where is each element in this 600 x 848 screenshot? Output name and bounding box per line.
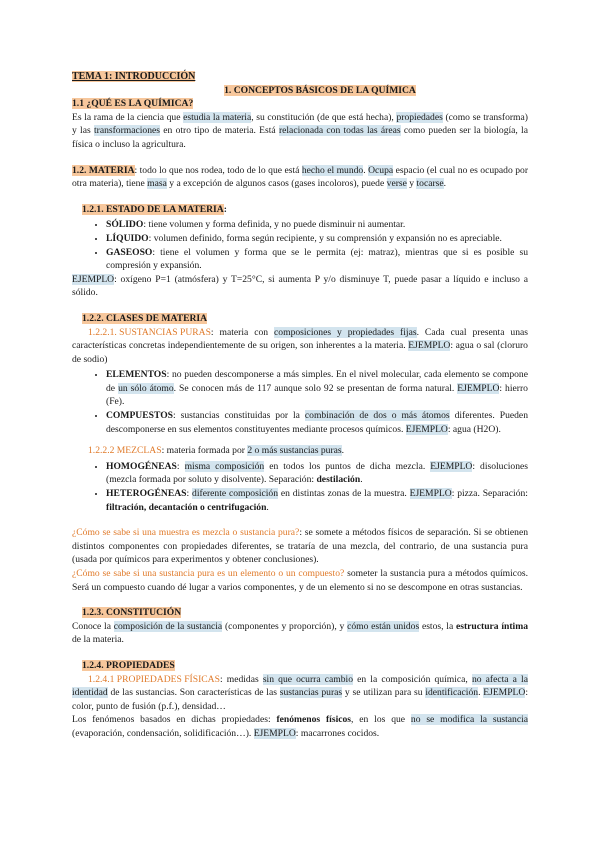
list-item [106,460,528,487]
mixtures-list [72,460,528,514]
list-item [106,487,528,514]
text-span: ¿Cómo se sabe si una sustancia pura es un elemento o un compuesto? [72,568,345,579]
paragraph-1-1 [72,111,528,152]
text-span: espacio (el cual no es ocupado por otra materia), tiene [72,164,529,190]
heading-1-2-4 [82,659,528,673]
text-span: , su constitución (de que está hecha), [251,111,397,123]
text-span: : no pueden descomponerse a más simples. En el nivel molecular, cada elemento se compone de [106,369,528,394]
text-span: : tiene volumen y forma definida, y no puede disminuir ni aumentar. [143,219,406,231]
text-span: 1.2.2. CLASES DE MATERIA [82,312,208,324]
text-span: en todos los puntos de dicha mezcla. [264,460,431,472]
text-span: : [186,488,193,500]
text-span: : macarrones cocidos. [295,727,380,739]
text-span: transformaciones [93,125,161,137]
list-item [106,232,528,246]
text-span: 2 o más sustancias puras [247,445,342,457]
text-span: . [443,178,447,190]
heading-1-1 [72,97,528,111]
list-item [106,368,528,409]
text-span: propiedades [396,111,443,123]
text-span: estructura íntima [455,620,528,632]
text-span: Ocupa [368,164,394,176]
text-span: 1. CONCEPTOS BÁSICOS DE LA QUÍMICA [224,84,416,96]
text-span: . [363,164,369,176]
text-span: : sustancias constituidas por la [173,410,305,422]
list-item [106,218,528,232]
text-span: tocarse [416,178,444,190]
list-item [106,409,528,436]
text-span: 1.2.2.2 MEZCLAS [88,445,162,457]
text-span: . [341,445,345,457]
text-span: y se utilizan para su [342,687,426,699]
text-span: de las sustancias. Son características de las [107,687,280,699]
text-span: HETEROGÉNEAS [106,488,187,500]
text-span: EJEMPLO [408,340,451,352]
text-span: LÍQUIDO [106,232,149,244]
text-span: : tiene el volumen y forma que se le permita (ej: matraz), mientras que si es posible su compresión y expansión. [106,246,528,272]
text-span: : materia formada por [161,445,248,457]
text-span: destilación [316,474,361,486]
text-span: . [478,687,484,699]
text-span: como pueden ser la biología, la física o incluso la agricultura. [72,125,528,150]
text-span: : hierro (Fe). [106,382,528,408]
text-span: 1.2.3. CONSTITUCIÓN [82,607,182,619]
heading-1-2-2 [82,312,528,326]
example-states [72,273,528,300]
text-span: EJEMPLO [405,423,448,435]
text-span: un sólo átomo [118,382,174,394]
text-span: filtración, decantación o centrifugación [106,501,267,513]
text-span: en la composición química, [353,673,472,685]
text-span: EJEMPLO [483,687,526,699]
text-span: EJEMPLO [409,488,452,500]
text-span: : volumen definido, forma según recipiente, y su comprensión y expansión no es apreciable. [148,232,502,244]
text-span: 1.2.4.1 PROPIEDADES FÍSICAS [88,673,220,685]
text-span: : disoluciones (mezcla formada por soluto y disolvente). Separación: [106,460,528,486]
text-span: en distintas zonas de la muestra. [278,488,410,500]
text-span: no afecta a la identidad [72,673,528,699]
text-span: masa [147,178,167,190]
paragraph-1-2-3 [72,620,528,647]
text-span: EJEMPLO [457,382,500,394]
text-span: : agua (H2O). [447,423,501,435]
text-span: EJEMPLO [430,460,473,472]
text-span: GASEOSO [106,246,153,258]
text-span: misma composición [184,460,265,472]
list-item [106,246,528,273]
text-span: (evaporación, condensación, solidificación…). [72,727,254,739]
text-span: verse [386,178,407,190]
text-span: . [266,501,269,513]
text-span: . Cada cual presenta unas características concretas independientemente de su origen, son inherentes a la materia. [72,326,528,352]
text-span: composiciones y propiedades fijas [274,326,417,338]
text-span: diferente composición [192,488,278,500]
text-span: 1.2.2.1. SUSTANCIAS PURAS [88,326,211,338]
pure-substances-list [72,368,528,436]
text-span: EJEMPLO [253,727,296,739]
text-span: diferentes. Pueden descomponerse en sus elementos constituyentes mediante procesos químicos. [106,410,528,435]
text-span: de la materia. [72,634,124,646]
text-span: Conoce la [72,620,114,632]
text-span: ¿Cómo se sabe si una muestra es mezcla o sustancia pura? [72,527,300,539]
question-element-or-compound [72,567,528,594]
text-span: sin que ocurra cambio [262,673,353,685]
text-span: identificación [425,687,479,699]
text-span: Los fenómenos basados en dichas propiedades: [72,714,277,726]
text-span: , en los que [351,714,411,726]
text-span: fenómenos físicos [276,714,352,726]
text-span: SÓLIDO [106,219,144,231]
paragraph-1-2-2-1 [72,326,528,367]
text-span: 1.2.1. ESTADO DE LA MATERIA [82,203,224,215]
text-span: 1.1 ¿QUÉ ES LA QUÍMICA? [72,98,194,110]
text-span: TEMA 1: INTRODUCCIÓN [72,71,196,82]
text-span: hecho el mundo [301,164,364,176]
page-title [72,70,528,84]
text-span: en otro tipo de materia. Está [160,125,279,137]
text-span: : todo lo que nos rodea, todo de lo que está [134,164,302,176]
text-span: : se somete a métodos físicos de separación. Si se obtienen distintos componentes con propiedades diferentes, se trataría de una mezcla, del contrario, de una sustancia pura (usada por químicos para experimentos y obtener conclusiones). [72,527,528,566]
text-span: : [176,460,185,472]
text-span: : [223,203,227,215]
text-span: : color, punto de fusión (p.f.), densidad… [72,687,528,712]
text-span: composición de la sustancia [113,620,223,632]
text-span: y a excepción de algunos casos (gases incoloros), puede [166,178,387,190]
text-span: estos, la [419,620,456,632]
text-span: . Se conocen más de 117 aunque solo 92 se presentan de forma natural. [173,382,458,394]
text-span: : agua o sal (cloruro de sodio) [72,340,528,365]
text-span: EJEMPLO [72,273,115,285]
text-span: sustancias puras [279,687,343,699]
heading-1-2-1 [82,203,528,217]
text-span: COMPUESTOS [106,410,173,422]
question-mixture-or-pure [72,526,528,567]
text-span: Es la rama de la ciencia que [72,111,184,123]
text-span: combinación de dos o más átomos [304,410,450,422]
paragraph-physical-phenomena [72,713,528,740]
text-span: cómo están unidos [347,620,420,632]
text-span: (como se transforma) y las [72,111,528,137]
text-span: : materia con [210,326,275,338]
paragraph-1-2-4-1 [72,673,528,714]
text-span: someter la sustancia pura a métodos químicos. Será un compuesto cuando dé lugar a varios componentes, y de un elemento si no se descompone en otras sustancias. [72,568,528,593]
text-span: estudia la materia [183,111,252,123]
heading-1-2-3 [82,606,528,620]
section-heading-1 [112,84,528,98]
text-span: : pizza. Separación: [451,488,528,500]
text-span: : medidas [219,673,263,685]
paragraph-1-2-2-2 [72,444,528,458]
text-span: 1.2. MATERIA [72,164,135,176]
text-span: : oxígeno P=1 (atmósfera) y T=25°C, si aumenta P y/o disminuye T, puede pasar a líquido e incluso a sólido. [72,273,528,299]
paragraph-1-2 [72,164,528,191]
text-span: HOMOGÉNEAS [106,460,177,472]
text-span: relacionada con todas las áreas [278,125,401,137]
text-span: 1.2.4. PROPIEDADES [82,659,175,671]
text-span: no se modifica la sustancia [410,714,528,726]
text-span: ELEMENTOS [106,369,167,381]
text-span: y [406,178,417,190]
states-list [72,218,528,272]
text-span: (componentes y proporción), y [222,620,348,632]
text-span: . [360,474,363,486]
